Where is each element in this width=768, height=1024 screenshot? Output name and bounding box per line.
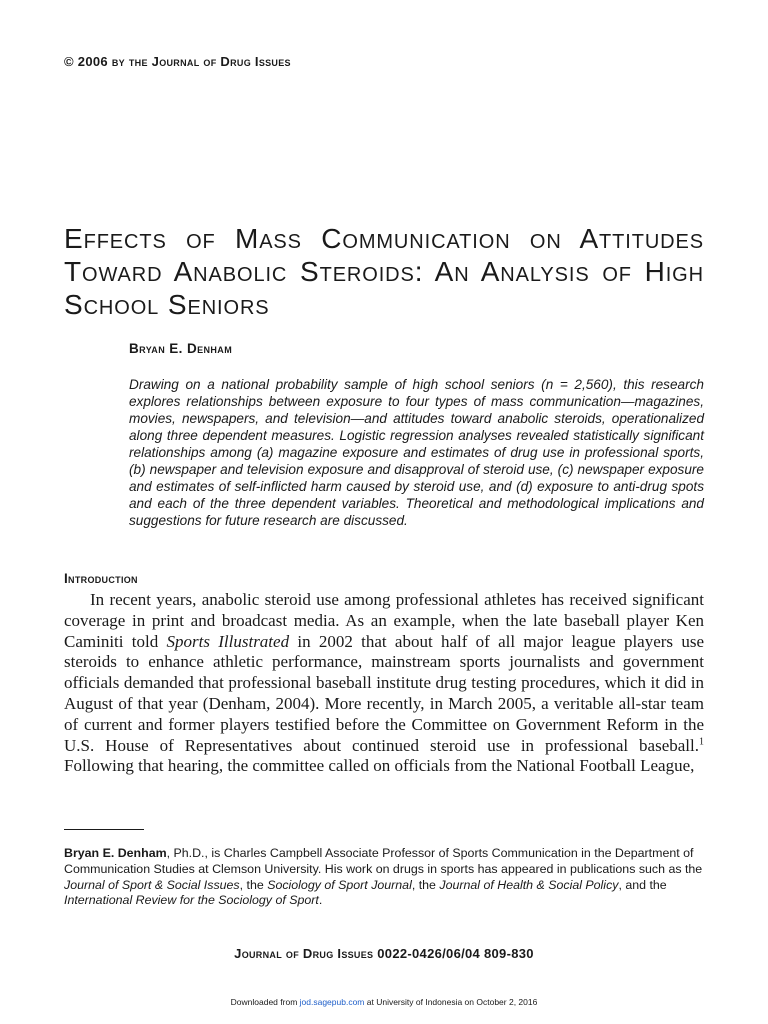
author-bio-note (64, 846, 704, 909)
footer-journal-numbers: 0022-0426/06/04 809-830 (377, 946, 534, 961)
download-source-link[interactable]: jod.sagepub.com (299, 997, 365, 1007)
article-abstract: Drawing on a national probability sample of high school seniors (n = 2,560), this research explores relationships between exposure to four types of mass communication—magazines, movies, newspapers, and television—and attitudes toward anabolic steroids, operationalized along three dependent measures. Logistic regression analyses revealed statistically significant relationships among (a) magazine exposure and estimates of drug use in professional sports, (b) newspaper and television exposure and disapproval of steroid use, (c) newspaper exposure and estimates of self-inflicted harm caused by steroid use, and (d) exposure to anti-drug spots and each of the three dependent variables. Theoretical and methodological implications and suggestions for future research are discussed. (129, 377, 704, 528)
bio-publication-1: Journal of Sport & Social Issues (64, 877, 240, 892)
section-heading-introduction: Introduction (64, 571, 138, 586)
bio-publication-2: Sociology of Sport Journal (267, 877, 412, 892)
intro-text-part-3: Following that hearing, the committee called on officials from the National Football League, (64, 756, 695, 776)
article-title: Effects of Mass Communication on Attitudes Toward Anabolic Steroids: An Analysis of High School Seniors (64, 223, 704, 320)
download-prefix: Downloaded from (230, 997, 300, 1007)
copyright-journal: by the Journal of Drug Issues (111, 54, 291, 69)
journal-footer (0, 946, 768, 961)
copyright-line (64, 54, 291, 69)
bio-text-2: , the (239, 877, 268, 892)
intro-text-part-1: In recent years, anabolic steroid use among professional athletes has received significant coverage in print and broadcast media. As an example, when the late baseball player Ken Caminiti told (64, 590, 704, 651)
introduction-paragraph (64, 590, 704, 777)
bio-text-3: , the (411, 877, 440, 892)
download-suffix: at University of Indonesia on October 2, 2016 (364, 997, 538, 1007)
intro-text-part-2: in 2002 that about half of all major league players use steroids to enhance athletic performance, mainstream sports journalists and government officials demanded that professional baseball institute drug testing procedures, which it did in August of that year (Denham, 2004). More recently, in March 2005, a veritable all-star team of current and former players testified before the Committee on Government Reform in the U.S. House of Representatives about continued steroid use in professional baseball. (64, 631, 704, 755)
download-notice (0, 997, 768, 1007)
footnote-marker[interactable]: 1 (699, 735, 704, 747)
bio-text-4: , and the (618, 877, 667, 892)
article-author: Bryan E. Denham (129, 341, 233, 356)
bio-publication-4: International Review for the Sociology of Sport (64, 893, 319, 908)
bio-author-name: Bryan E. Denham (64, 846, 167, 860)
bio-publication-3: Journal of Health & Social Policy (439, 877, 619, 892)
intro-italic-publication: Sports Illustrated (166, 631, 290, 651)
copyright-year: © 2006 (64, 54, 108, 69)
bio-text-1: , Ph.D., is Charles Campbell Associate Professor of Sports Communication in the Department of Communication Studies at Clemson University. His work on drugs in sports has appeared in publications such as the (64, 846, 703, 876)
footnote-divider (64, 829, 144, 830)
footer-journal-name: Journal of Drug Issues (234, 946, 374, 961)
bio-text-5: . (318, 893, 323, 908)
